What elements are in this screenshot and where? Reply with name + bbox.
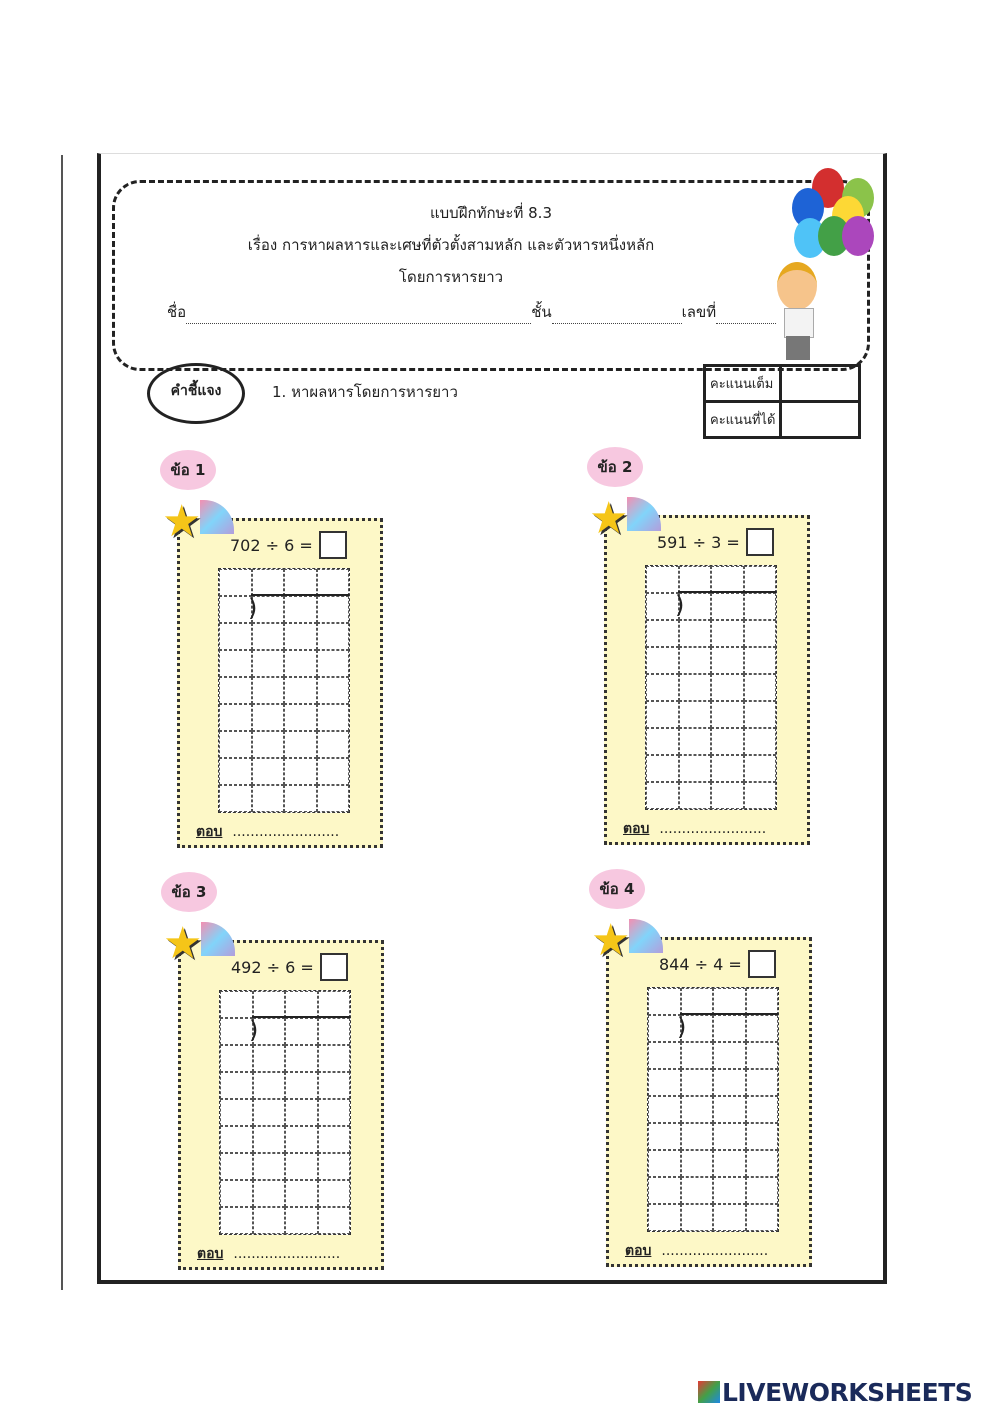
page-edge-line — [61, 155, 63, 1290]
division-bracket: ) — [248, 594, 258, 622]
problem-label: ข้อ 4 — [589, 869, 645, 909]
grid-cell[interactable] — [646, 647, 679, 674]
grid-cell[interactable] — [252, 650, 285, 677]
answer-line — [197, 1243, 340, 1265]
grid-cell[interactable] — [681, 1096, 714, 1123]
student-fields — [167, 300, 776, 324]
grid-cell[interactable] — [681, 1069, 714, 1096]
grid-cell[interactable] — [744, 593, 777, 620]
grid-cell[interactable] — [252, 731, 285, 758]
grid-cell[interactable] — [220, 1180, 253, 1207]
long-division-grid — [218, 568, 350, 813]
grid-cell[interactable] — [679, 620, 712, 647]
answer-label: ตอบ — [623, 821, 650, 837]
class-field[interactable] — [552, 309, 682, 324]
grid-cell[interactable] — [711, 647, 744, 674]
grid-cell[interactable] — [681, 1042, 714, 1069]
star-icon: ★ — [163, 918, 203, 969]
answer-input[interactable] — [319, 531, 347, 559]
grid-cell[interactable] — [253, 991, 286, 1018]
grid-cell[interactable] — [646, 566, 679, 593]
grid-cell[interactable] — [220, 1207, 253, 1234]
answer-field[interactable]: ........................ — [661, 1243, 769, 1259]
grid-cell[interactable] — [252, 785, 285, 812]
grid-cell[interactable] — [711, 593, 744, 620]
answer-input[interactable] — [748, 950, 776, 978]
grid-cell[interactable] — [318, 1099, 351, 1126]
grid-cell[interactable] — [713, 1015, 746, 1042]
grid-cell[interactable] — [746, 988, 779, 1015]
worksheet-method: โดยการหารยาว — [398, 268, 504, 286]
grid-cell[interactable] — [284, 785, 317, 812]
grid-cell[interactable] — [252, 704, 285, 731]
grid-cell[interactable] — [648, 1096, 681, 1123]
grid-cell[interactable] — [646, 701, 679, 728]
grid-cell[interactable] — [746, 1069, 779, 1096]
name-field[interactable] — [186, 309, 531, 324]
grid-cell[interactable] — [681, 988, 714, 1015]
division-bracket: ) — [677, 1013, 687, 1041]
grid-cell[interactable] — [679, 566, 712, 593]
grid-cell[interactable] — [648, 1042, 681, 1069]
division-bar — [252, 1016, 350, 1018]
grid-cell[interactable] — [220, 1018, 253, 1045]
grid-cell[interactable] — [284, 731, 317, 758]
grid-cell[interactable] — [219, 704, 252, 731]
grid-cell[interactable] — [285, 1180, 318, 1207]
grid-cell[interactable] — [317, 785, 350, 812]
grid-cell[interactable] — [679, 782, 712, 809]
problem-card — [177, 518, 383, 848]
equation-text: 844 ÷ 4 = — [659, 954, 742, 974]
grid-cell[interactable] — [285, 1099, 318, 1126]
grid-cell[interactable] — [746, 1042, 779, 1069]
grid-cell[interactable] — [713, 1177, 746, 1204]
equation — [659, 950, 776, 978]
grid-cell[interactable] — [648, 1204, 681, 1231]
problem-label: ข้อ 3 — [161, 872, 217, 912]
grid-cell[interactable] — [713, 1069, 746, 1096]
grid-cell[interactable] — [317, 758, 350, 785]
grid-cell[interactable] — [318, 1207, 351, 1234]
grid-cell[interactable] — [317, 650, 350, 677]
grid-cell[interactable] — [219, 650, 252, 677]
problem-2 — [587, 447, 797, 837]
equation — [230, 531, 347, 559]
grid-cell[interactable] — [284, 677, 317, 704]
grid-cell[interactable] — [646, 728, 679, 755]
grid-cell[interactable] — [220, 991, 253, 1018]
grid-cell[interactable] — [253, 1099, 286, 1126]
grid-cell[interactable] — [317, 569, 350, 596]
rainbow-icon — [200, 500, 234, 534]
grid-cell[interactable] — [646, 782, 679, 809]
grid-cell[interactable] — [253, 1180, 286, 1207]
grid-cell[interactable] — [252, 623, 285, 650]
rainbow-icon — [629, 919, 663, 953]
number-field[interactable] — [716, 309, 776, 324]
grid-cell[interactable] — [744, 755, 777, 782]
grid-cell[interactable] — [744, 701, 777, 728]
answer-input[interactable] — [320, 953, 348, 981]
grid-cell[interactable] — [648, 1123, 681, 1150]
grid-cell[interactable] — [744, 620, 777, 647]
grid-cell[interactable] — [220, 1045, 253, 1072]
grid-cell[interactable] — [318, 1126, 351, 1153]
grid-cell[interactable] — [744, 566, 777, 593]
grid-cell[interactable] — [744, 674, 777, 701]
equation-text: 591 ÷ 3 = — [657, 532, 740, 552]
grid-cell[interactable] — [284, 650, 317, 677]
grid-cell[interactable] — [219, 731, 252, 758]
star-icon: ★ — [591, 915, 631, 966]
grid-cell[interactable] — [317, 623, 350, 650]
grid-cell[interactable] — [746, 1150, 779, 1177]
rainbow-icon — [201, 922, 235, 956]
grid-cell[interactable] — [219, 758, 252, 785]
grid-cell[interactable] — [648, 1015, 681, 1042]
grid-cell[interactable] — [679, 728, 712, 755]
grid-cell[interactable] — [746, 1177, 779, 1204]
grid-cell[interactable] — [285, 991, 318, 1018]
grid-cell[interactable] — [253, 1045, 286, 1072]
grid-cell[interactable] — [646, 674, 679, 701]
grid-cell[interactable] — [285, 1153, 318, 1180]
grid-cell[interactable] — [285, 1045, 318, 1072]
answer-label: ตอบ — [625, 1243, 652, 1259]
grid-cell[interactable] — [648, 1069, 681, 1096]
grid-cell[interactable] — [646, 755, 679, 782]
grid-cell[interactable] — [253, 1072, 286, 1099]
instructions-badge: คำชี้แจง — [147, 363, 245, 424]
problem-4 — [589, 869, 799, 1259]
grid-cell[interactable] — [318, 1018, 351, 1045]
grid-cell[interactable] — [681, 1177, 714, 1204]
full-score-value[interactable] — [781, 366, 860, 402]
worksheet-title: แบบฝึกทักษะที่ 8.3 — [429, 204, 552, 222]
grid-cell[interactable] — [681, 1150, 714, 1177]
problem-card — [604, 515, 810, 845]
problem-3 — [161, 872, 371, 1262]
long-division-grid — [647, 987, 779, 1232]
problem-card — [606, 937, 812, 1267]
grid-cell[interactable] — [711, 674, 744, 701]
division-bar — [678, 591, 776, 593]
grid-cell[interactable] — [713, 1150, 746, 1177]
grid-cell[interactable] — [318, 1153, 351, 1180]
header-box — [112, 180, 870, 371]
grid-cell[interactable] — [711, 620, 744, 647]
grid-cell[interactable] — [284, 704, 317, 731]
grid-cell[interactable] — [681, 1204, 714, 1231]
grid-cell[interactable] — [285, 1126, 318, 1153]
grid-cell[interactable] — [220, 1072, 253, 1099]
grid-cell[interactable] — [253, 1126, 286, 1153]
number-label: เลขที่ — [681, 303, 717, 321]
grid-cell[interactable] — [219, 785, 252, 812]
grid-cell[interactable] — [252, 677, 285, 704]
grid-cell[interactable] — [285, 1018, 318, 1045]
grid-cell[interactable] — [284, 758, 317, 785]
grid-cell[interactable] — [648, 1150, 681, 1177]
grid-cell[interactable] — [252, 569, 285, 596]
equation — [657, 528, 774, 556]
grid-cell[interactable] — [744, 782, 777, 809]
grid-cell[interactable] — [318, 1072, 351, 1099]
grid-cell[interactable] — [711, 701, 744, 728]
instructions-text: 1. หาผลหารโดยการหารยาว — [272, 383, 458, 401]
grid-cell[interactable] — [711, 782, 744, 809]
grid-cell[interactable] — [284, 569, 317, 596]
grid-cell[interactable] — [648, 988, 681, 1015]
worksheet-subject: เรื่อง การหาผลหารและเศษที่ตัวตั้งสามหลัก และตัวหารหนึ่งหลัก — [247, 236, 655, 254]
answer-input[interactable] — [746, 528, 774, 556]
grid-cell[interactable] — [219, 623, 252, 650]
grid-cell[interactable] — [746, 1096, 779, 1123]
equation-text: 702 ÷ 6 = — [230, 535, 313, 555]
equation-text: 492 ÷ 6 = — [231, 957, 314, 977]
grid-cell[interactable] — [219, 677, 252, 704]
grid-cell[interactable] — [746, 1123, 779, 1150]
earned-score-label: คะแนนที่ได้ — [705, 402, 781, 438]
grid-cell[interactable] — [219, 569, 252, 596]
grid-cell[interactable] — [679, 755, 712, 782]
equation — [231, 953, 348, 981]
division-bar — [251, 594, 349, 596]
grid-cell[interactable] — [219, 596, 252, 623]
problem-1 — [160, 450, 370, 840]
grid-cell[interactable] — [646, 620, 679, 647]
grid-cell[interactable] — [252, 758, 285, 785]
grid-cell[interactable] — [285, 1207, 318, 1234]
answer-field[interactable]: ........................ — [233, 1246, 341, 1262]
grid-cell[interactable] — [317, 731, 350, 758]
grid-cell[interactable] — [317, 677, 350, 704]
liveworksheets-logo: LIVEWORKSHEETS — [698, 1378, 972, 1407]
grid-cell[interactable] — [711, 728, 744, 755]
grid-cell[interactable] — [713, 1204, 746, 1231]
grid-cell[interactable] — [711, 566, 744, 593]
star-icon: ★ — [589, 493, 629, 544]
grid-cell[interactable] — [681, 1123, 714, 1150]
grid-cell[interactable] — [713, 1096, 746, 1123]
grid-cell[interactable] — [318, 1045, 351, 1072]
division-bar — [680, 1013, 778, 1015]
full-score-label: คะแนนเต็ม — [705, 366, 781, 402]
grid-cell[interactable] — [711, 755, 744, 782]
grid-cell[interactable] — [253, 1207, 286, 1234]
class-label: ชั้น — [531, 303, 552, 321]
grid-cell[interactable] — [317, 596, 350, 623]
answer-label: ตอบ — [196, 824, 223, 840]
grid-cell[interactable] — [253, 1153, 286, 1180]
grid-cell[interactable] — [746, 1015, 779, 1042]
grid-cell[interactable] — [318, 1180, 351, 1207]
answer-label: ตอบ — [197, 1246, 224, 1262]
problem-card — [178, 940, 384, 1270]
grid-cell[interactable] — [679, 647, 712, 674]
grid-cell[interactable] — [220, 1126, 253, 1153]
answer-line — [625, 1240, 768, 1262]
grid-cell[interactable] — [284, 623, 317, 650]
grid-cell[interactable] — [679, 701, 712, 728]
long-division-grid — [219, 990, 351, 1235]
name-label: ชื่อ — [167, 303, 187, 321]
grid-cell[interactable] — [220, 1099, 253, 1126]
grid-cell[interactable] — [679, 674, 712, 701]
boy-illustration — [772, 262, 832, 362]
grid-cell[interactable] — [317, 704, 350, 731]
star-icon: ★ — [162, 496, 202, 547]
problem-label: ข้อ 1 — [160, 450, 216, 490]
grid-cell[interactable] — [746, 1204, 779, 1231]
answer-line — [196, 821, 339, 843]
grid-cell[interactable] — [744, 728, 777, 755]
grid-cell[interactable] — [284, 596, 317, 623]
long-division-grid — [645, 565, 777, 810]
grid-cell[interactable] — [713, 1123, 746, 1150]
grid-cell[interactable] — [648, 1177, 681, 1204]
answer-line — [623, 818, 766, 840]
answer-field[interactable]: ........................ — [232, 824, 340, 840]
grid-cell[interactable] — [318, 991, 351, 1018]
division-bracket: ) — [675, 591, 685, 619]
grid-cell[interactable] — [713, 988, 746, 1015]
division-bracket: ) — [249, 1016, 259, 1044]
earned-score-value[interactable] — [781, 402, 860, 438]
score-table — [703, 364, 861, 439]
grid-cell[interactable] — [744, 647, 777, 674]
grid-cell[interactable] — [220, 1153, 253, 1180]
rainbow-icon — [627, 497, 661, 531]
grid-cell[interactable] — [646, 593, 679, 620]
grid-cell[interactable] — [713, 1042, 746, 1069]
grid-cell[interactable] — [285, 1072, 318, 1099]
problem-label: ข้อ 2 — [587, 447, 643, 487]
answer-field[interactable]: ........................ — [659, 821, 767, 837]
